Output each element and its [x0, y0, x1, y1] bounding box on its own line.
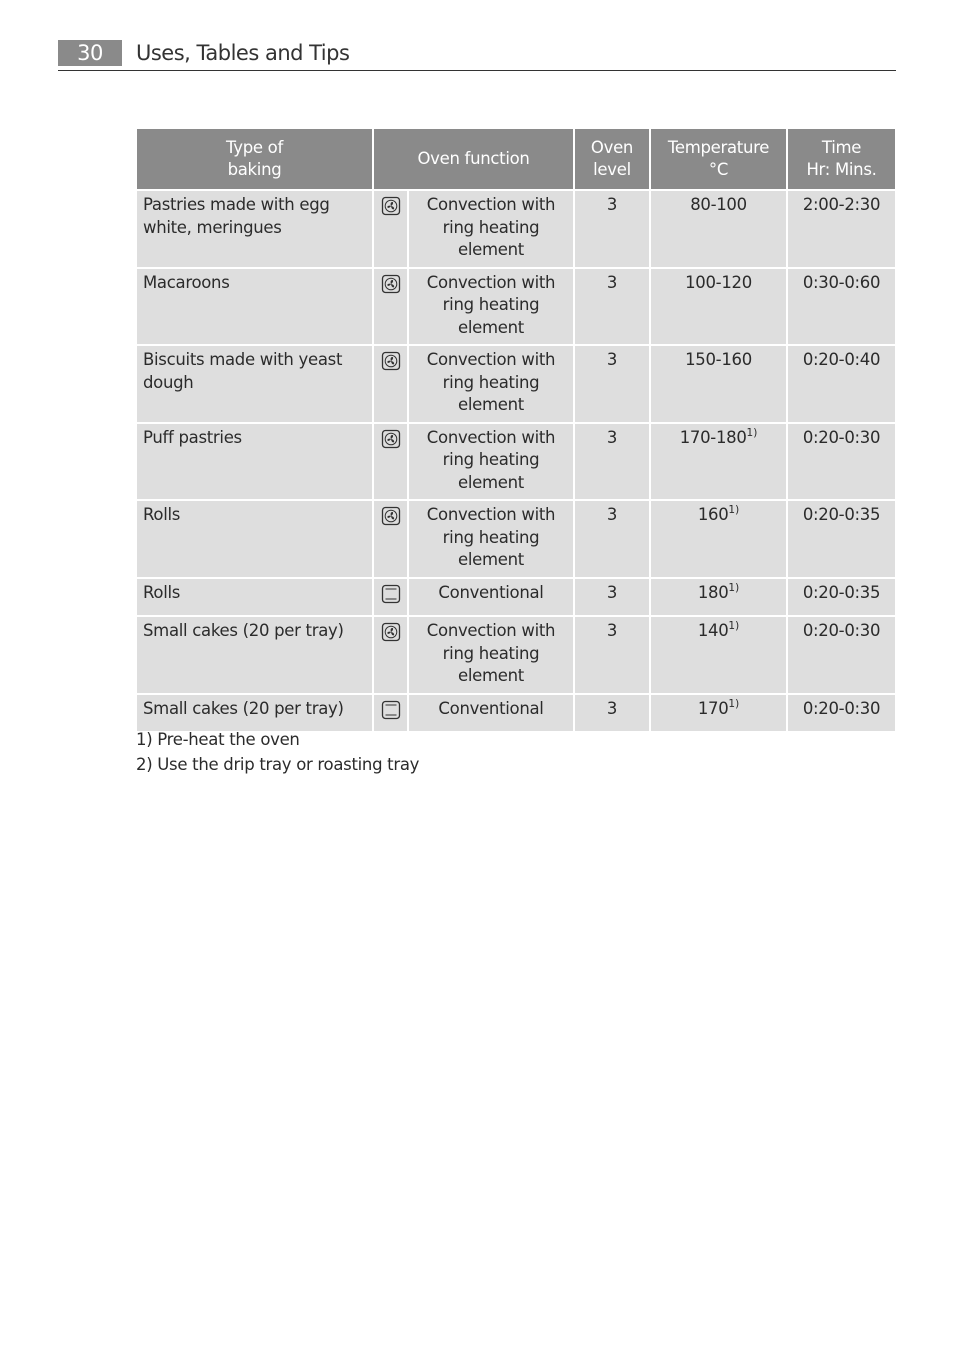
cell-temperature [650, 694, 787, 733]
cell-time: 0:20-0:30 [787, 694, 896, 733]
conventional-heat-icon [381, 700, 401, 720]
table-header-row [136, 128, 896, 190]
convection-fan-icon [381, 506, 401, 526]
cell-oven-level: 3 [574, 616, 650, 694]
temperature-footnote-ref: 1) [728, 504, 740, 516]
cell-oven-level: 3 [574, 578, 650, 617]
cell-baking-type: Macaroons [136, 268, 373, 346]
cell-temperature [650, 500, 787, 578]
col-header-type: Type of baking [136, 128, 373, 190]
temperature-value: 80-100 [690, 195, 747, 214]
cell-temperature [650, 423, 787, 501]
table-row [136, 190, 896, 268]
col-header-time: Time Hr: Mins. [787, 128, 896, 190]
convection-fan-icon [381, 274, 401, 294]
cell-baking-type: Biscuits made with yeast dough [136, 345, 373, 423]
table-row [136, 616, 896, 694]
footnotes [136, 727, 419, 777]
cell-function-icon [373, 423, 408, 501]
cell-function-icon [373, 190, 408, 268]
temperature-footnote-ref: 1) [728, 581, 740, 594]
cell-temperature [650, 268, 787, 346]
table-row [136, 268, 896, 346]
cell-temperature [650, 190, 787, 268]
cell-temperature [650, 345, 787, 423]
cell-time: 0:20-0:30 [787, 423, 896, 501]
page-title: Uses, Tables and Tips [136, 41, 350, 65]
temperature-footnote-ref: 1) [728, 697, 740, 710]
cell-oven-function: Convection with ring heating element [408, 268, 574, 346]
convection-fan-icon [381, 351, 401, 371]
footnote-1: 1) Pre-heat the oven [136, 730, 300, 749]
temperature-value: 180 [697, 582, 729, 602]
cell-function-icon [373, 500, 408, 578]
cell-oven-level: 3 [574, 423, 650, 501]
conventional-heat-icon [381, 584, 401, 604]
footnote-2: 2) Use the drip tray or roasting tray [136, 755, 420, 774]
cell-oven-function: Convection with ring heating element [408, 616, 574, 694]
table-row [136, 423, 896, 501]
table-row [136, 345, 896, 423]
cell-oven-function: Conventional [408, 578, 574, 617]
cell-time: 0:20-0:35 [787, 578, 896, 617]
cell-time: 2:00-2:30 [787, 190, 896, 268]
col-header-temperature: Temperature °C [650, 128, 787, 190]
cell-function-icon [373, 268, 408, 346]
convection-fan-icon [381, 429, 401, 449]
table-row [136, 578, 896, 617]
cell-oven-level: 3 [574, 345, 650, 423]
cell-oven-function: Conventional [408, 694, 574, 733]
cell-function-icon [373, 616, 408, 694]
convection-fan-icon [381, 622, 401, 642]
page-number: 30 [58, 40, 122, 66]
cell-temperature [650, 578, 787, 617]
temperature-value: 160 [697, 505, 729, 524]
cell-baking-type: Puff pastries [136, 423, 373, 501]
cell-oven-function: Convection with ring heating element [408, 423, 574, 501]
cell-oven-function: Convection with ring heating element [408, 500, 574, 578]
temperature-value: 170 [697, 698, 729, 718]
table-row [136, 500, 896, 578]
cell-oven-level: 3 [574, 190, 650, 268]
cell-oven-level: 3 [574, 500, 650, 578]
cell-time: 0:30-0:60 [787, 268, 896, 346]
cell-temperature [650, 616, 787, 694]
temperature-footnote-ref: 1) [728, 620, 740, 632]
temperature-value: 140 [697, 621, 729, 640]
cell-oven-function: Convection with ring heating element [408, 190, 574, 268]
cell-function-icon [373, 578, 408, 617]
col-header-oven-function: Oven function [373, 128, 574, 190]
temperature-footnote-ref: 1) [746, 426, 758, 439]
temperature-value: 100-120 [685, 272, 752, 292]
cell-time: 0:20-0:40 [787, 345, 896, 423]
cell-baking-type: Small cakes (20 per tray) [136, 616, 373, 694]
cell-oven-level: 3 [574, 694, 650, 733]
cell-oven-function: Convection with ring heating element [408, 345, 574, 423]
cell-function-icon [373, 345, 408, 423]
temperature-value: 150-160 [685, 350, 752, 369]
cell-time: 0:20-0:30 [787, 616, 896, 694]
page-header [58, 40, 896, 71]
col-header-oven-level: Oven level [574, 128, 650, 190]
temperature-value: 170-180 [679, 427, 747, 447]
cell-baking-type: Pastries made with egg white, meringues [136, 190, 373, 268]
cell-baking-type: Rolls [136, 578, 373, 617]
cell-time: 0:20-0:35 [787, 500, 896, 578]
baking-table [135, 127, 897, 733]
cell-oven-level: 3 [574, 268, 650, 346]
cell-baking-type: Small cakes (20 per tray) [136, 694, 373, 733]
convection-fan-icon [381, 196, 401, 216]
cell-baking-type: Rolls [136, 500, 373, 578]
